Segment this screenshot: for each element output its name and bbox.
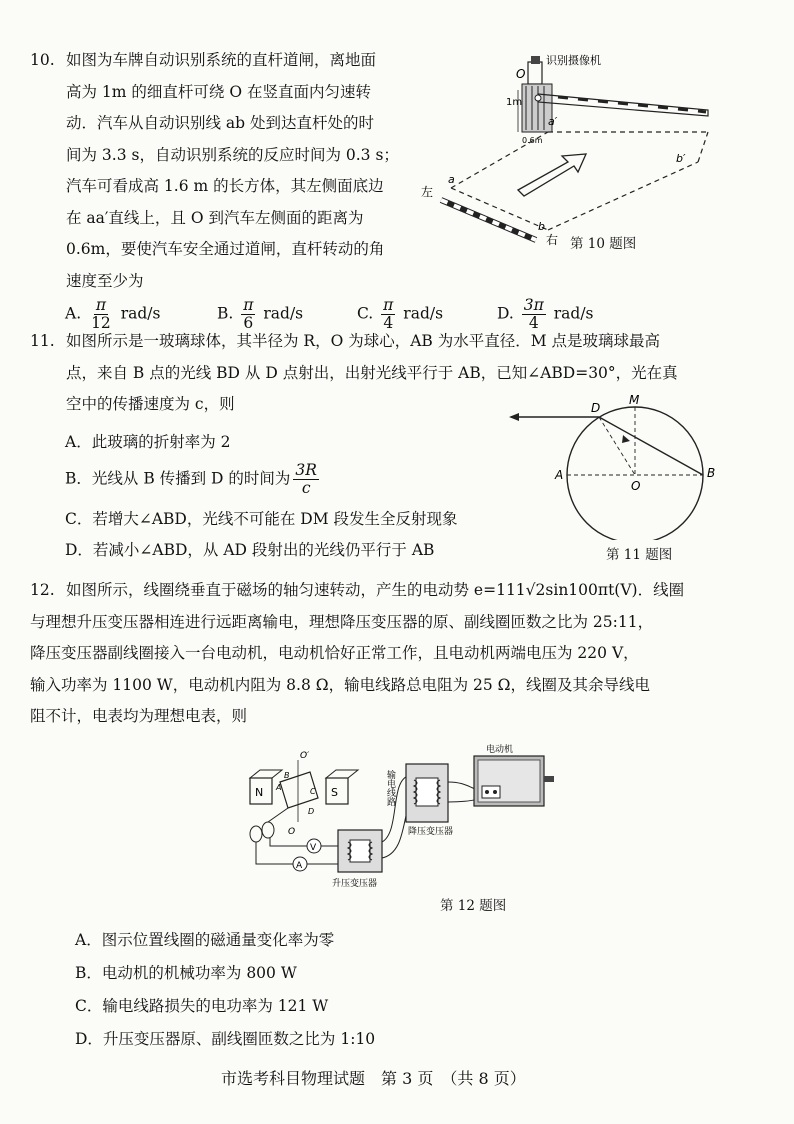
question-number: 11. (30, 332, 55, 350)
camera-label: 识别摄像机 (546, 54, 601, 67)
question-text-line: 与理想升压变压器相连进行远距离输电，理想降压变压器的原、副线圈匝数之比为 25:11， (30, 612, 654, 631)
figure-10-caption: 第 10 题图 (570, 236, 637, 252)
step-up-label: 升压变压器 (332, 879, 378, 889)
figure-12-caption: 第 12 题图 (440, 898, 507, 914)
question-text-line: 如图所示是一玻璃球体，其半径为 R，O 为球心，AB 为水平直径．M 点是玻璃球最高 (66, 332, 661, 350)
question-text-line: 点，来自 B 点的光线 BD 从 D 点射出，出射光线平行于 AB，已知∠ABD=30°，光在真 (66, 363, 678, 382)
option-fraction: $\frac{\pi}{4}$ (383, 296, 394, 332)
question-text-line: 高为 1m 的细直杆可绕 O 在竖直面内匀速转 (66, 82, 371, 101)
c-label: C (310, 787, 316, 796)
question-text-line: 在 aa′直线上，且 O 到汽车左侧面的距离为 (66, 208, 364, 227)
left-label: 左 (421, 185, 434, 199)
choice-fraction: $\frac{3R}{c}$ (295, 461, 317, 497)
figure-10-barrier-gate (418, 50, 718, 250)
option-unit: rad/s (553, 304, 594, 323)
m-label: M (629, 395, 640, 407)
figure-12-power-transmission (240, 742, 560, 892)
line-label: 输电线路 (385, 770, 395, 806)
b-prime-label: b′ (676, 152, 686, 165)
d-label: D (308, 807, 315, 816)
question-12 (30, 575, 780, 733)
option-unit: rad/s (403, 304, 444, 323)
question-text-line: 速度至少为 (66, 271, 144, 290)
dist-label: 0.6m (522, 136, 543, 145)
q11-choice-b[interactable] (65, 462, 322, 497)
option-letter: C. (357, 304, 374, 323)
question-text-line: 如图所示，线圈绕垂直于磁场的轴匀速转动，产生的电动势 e=111√2sin100πt(V)．线圈 (66, 581, 685, 599)
q11-choice-c[interactable]: C．若增大∠ABD，光线不可能在 DM 段发生全反射现象 (65, 510, 458, 528)
option-fraction: $\frac{\pi}{12}$ (91, 296, 111, 332)
direction-arrow-icon (518, 154, 586, 196)
figure-11-caption: 第 11 题图 (606, 547, 673, 563)
right-label: 右 (546, 233, 559, 247)
q12-choice-d[interactable]: D．升压变压器原、副线圈匝数之比为 1:10 (75, 1030, 376, 1048)
a-prime-label: a′ (548, 115, 558, 128)
voltmeter-label: V (310, 843, 317, 853)
a-label: A (276, 783, 282, 792)
page-footer: 市选考科目物理试题 第 3 页 （共 8 页） (221, 1069, 526, 1088)
b-label: B (284, 771, 290, 780)
pivot-o (535, 95, 541, 101)
question-text-line: 间为 3.3 s，自动识别系统的反应时间为 0.3 s； (66, 145, 399, 164)
n-label: N (255, 786, 264, 799)
question-text-line: 0.6m，要使汽车安全通过道闸，直杆转动的角 (66, 240, 385, 258)
option-fraction: $\frac{\pi}{6}$ (243, 296, 254, 332)
o-label: O (288, 827, 296, 837)
question-text-line: 汽车可看成高 1.6 m 的长方体，其左侧面底边 (66, 177, 384, 195)
option-fraction: $\frac{3\pi}{4}$ (523, 296, 544, 332)
question-text-line: 降压变压器副线圈接入一台电动机，电动机恰好正常工作，且电动机两端电压为 220 V， (30, 644, 639, 662)
b-label: B (707, 466, 716, 480)
a-label: a (448, 173, 455, 186)
option-letter: A. (65, 304, 82, 323)
motor-label: 电动机 (486, 745, 514, 755)
q12-choice-a[interactable]: A．图示位置线圈的磁通量变化率为零 (75, 931, 335, 949)
option-letter: B. (217, 304, 234, 323)
d-label: D (591, 401, 601, 415)
question-text-line: 阻不计，电表均为理想电表，则 (30, 707, 248, 725)
question-10 (30, 45, 430, 297)
q12-choice-c[interactable]: C．输电线路损失的电功率为 121 W (75, 997, 329, 1015)
q11-choice-d[interactable]: D．若减小∠ABD，从 AD 段射出的光线仍平行于 AB (65, 541, 435, 559)
question-number: 12. (30, 581, 55, 599)
option-letter: D. (497, 304, 514, 323)
question-text-line: 动．汽车从自动识别线 ab 处到达直杆处的时 (66, 114, 375, 132)
o-label: O (631, 479, 641, 493)
option-unit: rad/s (263, 304, 304, 323)
ray-arrow-icon (509, 413, 519, 421)
question-text-line: 空中的传播速度为 c，则 (66, 395, 235, 413)
question-number: 10. (30, 51, 55, 69)
s-label: S (331, 786, 338, 799)
ammeter-label: A (296, 861, 303, 871)
o-label: O (516, 67, 526, 81)
step-down-label: 降压变压器 (408, 827, 454, 837)
b-label: b (538, 220, 545, 233)
question-text-line: 输入功率为 1100 W，电动机内阻为 8.8 Ω，输电线路总电阻为 25 Ω，线圈及其余导线电 (30, 675, 651, 694)
figure-11-glass-sphere (505, 395, 735, 540)
o-prime-label: O′ (300, 751, 310, 761)
option-unit: rad/s (120, 304, 161, 323)
choice-text: B．光线从 B 传播到 D 的时间为 (65, 469, 291, 488)
a-label: A (555, 468, 564, 482)
question-text-line: 如图为车牌自动识别系统的直杆道闸，离地面 (66, 51, 377, 69)
q12-choice-b[interactable]: B．电动机的机械功率为 800 W (75, 964, 297, 982)
height-label: 1m (506, 97, 523, 108)
q11-choice-a[interactable]: A．此玻璃的折射率为 2 (65, 433, 231, 451)
